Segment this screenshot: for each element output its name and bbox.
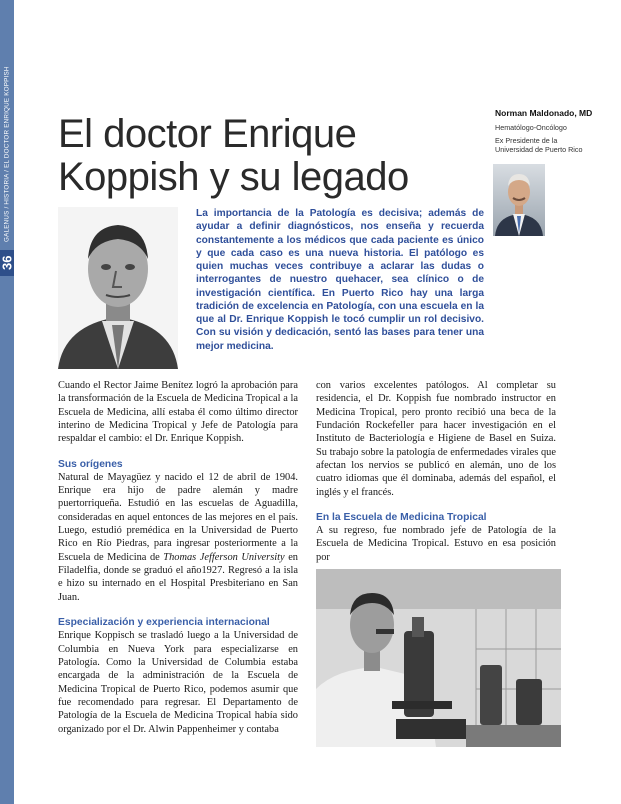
microscope-photo [316, 569, 561, 747]
section-heading-specialization: Especialización y experiencia internacional [58, 617, 270, 629]
section-heading-origins: Sus orígenes [58, 458, 123, 470]
koppish-portrait [58, 207, 178, 369]
author-box [495, 108, 620, 158]
text-span: Natural de Mayagüez y nacido el 12 de abril de 1904. Enrique era hijo de padre alemán y madre puertorriqueña. Estudió en las escuelas de Aguadilla, consideradas en aquel entonces de las mejores en el país. Luego, estudió premédica en la Universidad de Puerto Rico en Río Piedras, para ingresar posteriormente a la Escuela de Medicina de [58, 471, 298, 563]
body-paragraph: Cuando el Rector Jaime Benítez logró la aprobación para la transformación de la Escuela de Medicina Tropical a la Escuela de Medicina, allí estaba él como último director interino de Medicina Tropical y Jefe de Patología para respaldar el cambio: el Dr. Enrique Koppish. [58, 380, 298, 445]
author-photo [493, 164, 545, 236]
body-paragraph: con varios excelentes patólogos. Al completar su residencia, el Dr. Koppish fue nombrado instructor en Medicina Tropical, pero pronto recibió una beca de la Fundación Rockefeller para hacer investigación en el Instituto de Bacteriología e Higiene de Basel en Suiza. Su trabajo sobre la patología de enfermedades virales que afectan los nervios se publicó en alemán, uno de los cuatro idiomas que él dominaba, además del español, el inglés y el francés. [316, 380, 556, 498]
author-affiliation [495, 136, 620, 154]
section-heading-tropical-school: En la Escuela de Medicina Tropical [316, 512, 487, 524]
title-line-1: El doctor Enrique [58, 112, 357, 156]
author-name: Norman Maldonado, MD [495, 108, 593, 118]
page-number: 36 [0, 250, 14, 276]
body-paragraph: Enrique Koppisch se trasladó luego a la Universidad de Columbia en Nueva York para especializarse en Patología. Como la Universidad de Columbia estaba encargada de la administración de la Escuela de Medicina Tropical de Puerto Rico, podemos asumir que fue recomendado para regresar. El Departamento de Patología de la Escuela de Medicina Tropical había sido organizado por el Dr. Alwin Pappenheimer y contaba [58, 630, 298, 735]
body-column-1 [58, 379, 298, 736]
body-column-2 [316, 379, 556, 564]
running-head: GALENUS / HISTORIA / EL DOCTOR ENRIQUE KOPPISH [3, 66, 11, 242]
text-span: en Filadelfia, donde se graduó el año1927. Regresó a la isla e hizo su internado en el Hospital Presbiteriano en San Juan. [58, 551, 298, 603]
body-paragraph [58, 471, 298, 604]
affiliation-line-2: Universidad de Puerto Rico [495, 145, 583, 154]
body-paragraph: A su regreso, fue nombrado jefe de Patología de la Escuela de Medicina Tropical. Estuvo en esa posición por [316, 525, 556, 563]
author-role: Hematólogo-Oncólogo [495, 123, 567, 132]
article-title [58, 113, 478, 199]
italic-span: Thomas Jefferson University [163, 551, 285, 563]
affiliation-line-1: Ex Presidente de la [495, 136, 558, 145]
title-line-2: Koppish y su legado [58, 155, 409, 199]
lead-paragraph: La importancia de la Patología es decisiva; además de ayudar a definir diagnósticos, nos enseña y recuerda constantemente a los médicos que cada paciente es único y que cada caso es una nueva historia. El patólogo es quien muchas veces contribuye a aclarar las dudas o interrogantes de nuestro quehacer, sea clínico o de investigación científica. En Puerto Rico hay una larga tradición de excelencia en Patología, con una escuela en la que al Dr. Enrique Koppish le tocó cumplir un rol decisivo. Con su visión y dedicación, sentó las bases para tener una mejor medicina. [196, 208, 484, 352]
